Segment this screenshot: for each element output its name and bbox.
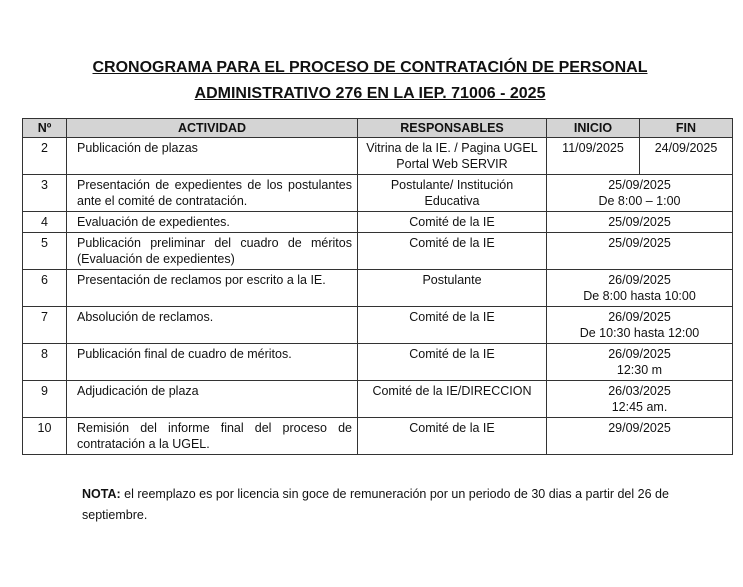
row-fecha-dia: 25/09/2025 <box>608 236 671 250</box>
header-inicio: INICIO <box>547 119 640 138</box>
row-fecha-hora: De 10:30 hasta 12:00 <box>579 326 700 340</box>
row-responsables: Comité de la IE <box>358 233 547 270</box>
table-row <box>23 344 733 381</box>
row-fecha-hora: De 8:00 hasta 10:00 <box>583 289 696 303</box>
table-row <box>23 381 733 418</box>
row-fecha-hora: 12:30 m <box>616 363 663 377</box>
row-num: 10 <box>23 418 67 455</box>
row-responsables: Comité de la IE <box>358 418 547 455</box>
header-responsables: RESPONSABLES <box>358 119 547 138</box>
row-fecha-hora: De 8:00 – 1:00 <box>598 194 681 208</box>
row-fecha <box>547 175 733 212</box>
table-header-row <box>23 119 733 138</box>
row-actividad: Evaluación de expedientes. <box>67 212 358 233</box>
header-fin: FIN <box>640 119 733 138</box>
row-fecha <box>547 307 733 344</box>
row-fecha <box>547 344 733 381</box>
row-num: 2 <box>23 138 67 175</box>
row-num: 9 <box>23 381 67 418</box>
row-fecha-dia: 25/09/2025 <box>608 178 671 192</box>
row-responsables: Comité de la IE/DIRECCION <box>358 381 547 418</box>
row-actividad: Presentación de reclamos por escrito a la IE. <box>67 270 358 307</box>
row-actividad: Publicación preliminar del cuadro de méritos (Evaluación de expedientes) <box>67 233 358 270</box>
row-actividad: Remisión del informe final del proceso de contratación a la UGEL. <box>67 418 358 455</box>
row-fecha-dia: 26/03/2025 <box>608 384 671 398</box>
note-paragraph <box>82 484 702 526</box>
row-fecha <box>547 212 733 233</box>
row-responsables: Comité de la IE <box>358 344 547 381</box>
document-title-line-2: ADMINISTRATIVO 276 EN LA IEP. 71006 - 2025 <box>194 85 546 102</box>
row-responsables: Comité de la IE <box>358 212 547 233</box>
row-fin: 24/09/2025 <box>640 138 733 175</box>
row-num: 8 <box>23 344 67 381</box>
row-actividad: Adjudicación de plaza <box>67 381 358 418</box>
table-row <box>23 233 733 270</box>
table-row <box>23 138 733 175</box>
row-fecha <box>547 233 733 270</box>
row-responsables: Vitrina de la IE. / Pagina UGEL Portal Web SERVIR <box>358 138 547 175</box>
row-fecha-dia: 26/09/2025 <box>608 347 671 361</box>
row-fecha-dia: 25/09/2025 <box>608 215 671 229</box>
row-num: 4 <box>23 212 67 233</box>
header-actividad: ACTIVIDAD <box>67 119 358 138</box>
table-row <box>23 418 733 455</box>
row-actividad: Publicación final de cuadro de méritos. <box>67 344 358 381</box>
row-num: 7 <box>23 307 67 344</box>
table-row <box>23 175 733 212</box>
row-actividad: Presentación de expedientes de los postulantes ante el comité de contratación. <box>67 175 358 212</box>
row-fecha-dia: 29/09/2025 <box>608 421 671 435</box>
table-row <box>23 270 733 307</box>
note-text: el reemplazo es por licencia sin goce de remuneración por un periodo de 30 dias a partir del 26 de septiembre. <box>82 487 669 522</box>
row-num: 5 <box>23 233 67 270</box>
table-row <box>23 212 733 233</box>
row-responsables: Postulante <box>358 270 547 307</box>
row-num: 3 <box>23 175 67 212</box>
row-fecha-dia: 26/09/2025 <box>608 310 671 324</box>
schedule-table <box>22 118 733 455</box>
row-responsables: Comité de la IE <box>358 307 547 344</box>
row-fecha <box>547 381 733 418</box>
note-label: NOTA: <box>82 487 121 501</box>
row-fecha <box>547 270 733 307</box>
row-fecha-dia: 26/09/2025 <box>608 273 671 287</box>
document-title-line-1: CRONOGRAMA PARA EL PROCESO DE CONTRATACIÓN DE PERSONAL <box>92 59 648 76</box>
row-inicio: 11/09/2025 <box>547 138 640 175</box>
row-actividad: Publicación de plazas <box>67 138 358 175</box>
row-actividad: Absolución de reclamos. <box>67 307 358 344</box>
table-row <box>23 307 733 344</box>
row-responsables: Postulante/ Institución Educativa <box>358 175 547 212</box>
header-num: Nº <box>23 119 67 138</box>
row-fecha-hora: 12:45 am. <box>611 400 668 414</box>
row-fecha <box>547 418 733 455</box>
row-num: 6 <box>23 270 67 307</box>
